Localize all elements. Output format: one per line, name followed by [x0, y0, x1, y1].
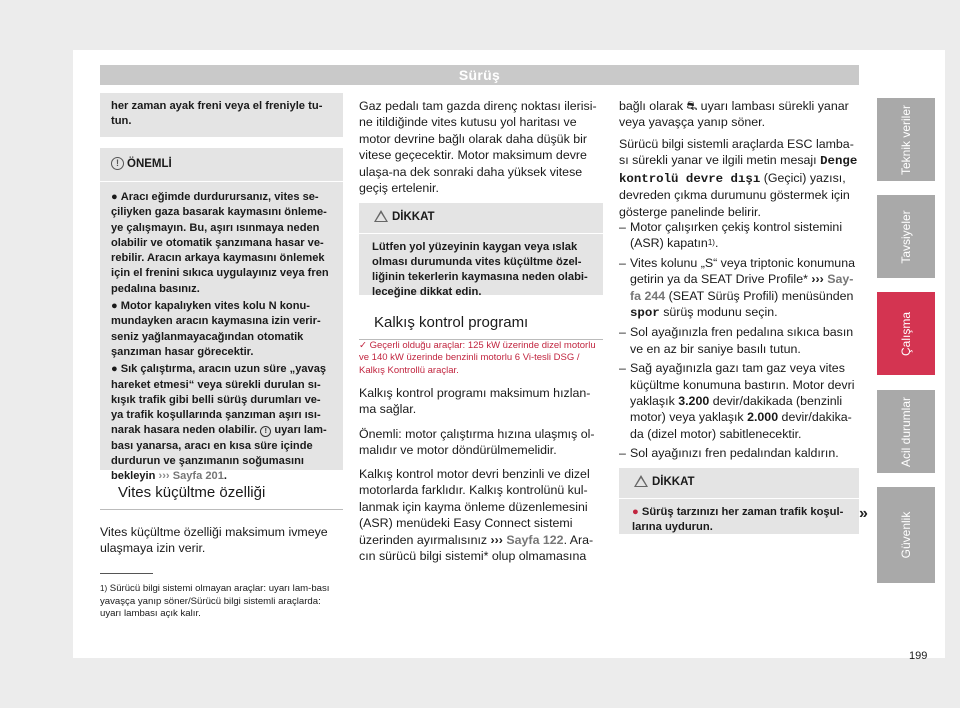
notice-bullet-text: Aracı eğimde durdurursanız, vites se-çiliyken gaza basarak kaymasını önleme-ye çalışmayın. Bu, aşırı ısınmaya neden olabilir ve otomatik şanzımana hasar ve-rebilir. Aracın arkaya kaymasını önlemek için el frenini sıkıca uygulayınız veya fren pedalına basınız. [111, 191, 329, 295]
availability-text: Geçerli olduğu araçlar: 125 kW üzerinde dizel motorlu ve 140 kW üzerinde benzinli motorlu 6 Vi-tesli DSG / Kalkış Kontrollü araçlar. [359, 340, 596, 376]
tab-operation[interactable] [877, 292, 935, 375]
notice-title [111, 158, 332, 170]
warning-box [619, 468, 859, 534]
header-title: Sürüş [458, 67, 501, 83]
footnote-mark: 1) [100, 584, 108, 593]
paragraph [359, 466, 603, 564]
warning-title-text: DİKKAT [392, 211, 435, 223]
section-downshift [100, 484, 343, 557]
bullet-icon: ● [111, 191, 118, 203]
tab-emergencies[interactable] [877, 390, 935, 473]
warning-text [632, 505, 846, 535]
tab-label: Teknik veriler [899, 104, 913, 175]
list-item-text: devir/dakika-da (dizel motor) sabitlenecektir. [630, 410, 852, 441]
availability-note [359, 340, 603, 377]
warning-divider [359, 233, 603, 234]
list-item [619, 255, 859, 322]
section-title: Kalkış kontrol programı [359, 314, 603, 340]
page-link-arrow[interactable]: ››› [158, 470, 170, 483]
warning-box [359, 203, 603, 298]
footnote-mark: 1) [707, 238, 715, 248]
page-link-arrow[interactable]: ››› [811, 272, 824, 287]
page-link-arrow[interactable]: ››› [490, 532, 503, 547]
footnote-divider [100, 573, 153, 574]
notice-bullet-text: Sık çalıştırma, aracın uzun süre „yavaş hareket etmesi“ veya sürekli durulan sı-kışık trafik gibi belli sürüş durumları ve-ya trafik koşullarında şanzıman aşırı ısı-narak hasara neden olabilir. [111, 363, 327, 437]
tab-label: Acil durumlar [899, 396, 913, 467]
page-header [100, 65, 859, 85]
notice-bullet [111, 190, 332, 297]
warning-title-text: DİKKAT [652, 476, 695, 488]
bullet-icon: ● [632, 506, 639, 518]
page-link[interactable]: Say-fa 244 [630, 272, 854, 303]
display-message: Denge kontrolü devre dışı [619, 154, 858, 186]
notice-bullet-text: uyarı lam-bası yanarsa, aracı en kısa süre içinde durdurun ve şanzımanın soğumasını bekleyin [111, 424, 327, 483]
warning-title [372, 211, 590, 223]
notice-divider [100, 181, 343, 182]
paragraph-text: Kalkış kontrol motor devri benzinli ve dizel motorlarda farklıdır. Kalkış kontrolünü kul-lanmak için kayma önleme düzenlemesini (ASR) menüdeki Easy Connect sistemi üzerinden ayırmalısınız [359, 467, 590, 547]
footnote [100, 583, 343, 621]
paragraph-text: uyarı lambası sürekli yanar veya yavaşça yanıp söner. [619, 99, 849, 130]
paragraph: Önemli: motor çalıştırma hızına ulaşmış ol-malıdır ve motor döndürülmemelidir. [359, 427, 595, 458]
step-list [619, 219, 859, 462]
tab-label: Çalışma [899, 311, 913, 356]
warning-lamp-icon: ! [260, 426, 271, 437]
paragraph: Kalkış kontrol programı maksimum hızlan-ma sağlar. [359, 386, 591, 417]
list-item-text: Vites kolunu „S“ veya triptonic konumuna getirin ya da SEAT Drive Profile* [630, 255, 855, 287]
bullet-icon: ● [111, 300, 118, 313]
bullet-icon: ● [111, 363, 118, 376]
paragraph: Gaz pedalı tam gazda direnç noktası ilerisi-ne itildiğinde vites kutusu yol haritası ve motor devrine bağlı olarak daha düşük bir vitese geçecektir. Motor maksimum devre ulaşa-na dek sonraki daha yüksek vitese geçiş ertelenir. [359, 99, 597, 196]
notice-title-text: ÖNEMLİ [127, 158, 172, 170]
list-item: – Sol ayağınızla fren pedalına sıkıca basın ve en az bir saniye basılı tutun. [619, 324, 859, 357]
list-item [619, 360, 859, 442]
traction-lamp-icon: ⛐ [686, 99, 698, 113]
section-text: Vites küçültme özelliği maksimum ivmeye ulaşmaya izin verir. [100, 525, 328, 556]
list-item-text: devir/dakikada (benzinli motor) veya yaklaşık [630, 394, 843, 425]
info-icon: ! [111, 157, 124, 170]
rpm-value: 3.200 [678, 394, 710, 409]
paragraph [619, 136, 859, 220]
footnote-text: Sürücü bilgi sistemi olmayan araçlar: uyarı lam-bası yavaşça yanıp söner/Sürücü bilgi sistemli araçlarda: uyarı lambası açık kalır. [100, 583, 330, 619]
warning-text: Lütfen yol yüzeyinin kaygan veya ıslak olması durumunda vites küçültme özel-liğinin tekerlerin kaymasına neden olabi-leceğine dikkat edin. [372, 241, 588, 298]
section-launch-control [359, 314, 603, 340]
section-title: Vites küçültme özelliği [100, 484, 343, 510]
paragraph-text: . Ara-cın sürücü bilgi sistemi* olup olmamasına [359, 532, 594, 564]
warning-triangle-icon [374, 210, 388, 222]
continue-icon: » [859, 505, 868, 522]
top-info-box: her zaman ayak freni veya el freniyle tu-tun. [100, 93, 343, 137]
warning-divider [619, 498, 859, 499]
notice-box [100, 148, 343, 483]
list-item-text: Sağ ayağınızla gazı tam gaz veya vites küçültme konumuna bastırın. Motor devri yaklaşık [630, 361, 855, 409]
list-item-text: . [714, 236, 719, 251]
list-item-text: (SEAT Sürüş Profili) menüsünden [668, 288, 854, 303]
warning-text-body: Sürüş tarzınızı her zaman trafik koşul-larına uydurun. [632, 506, 844, 533]
rpm-value: 2.000 [747, 410, 779, 425]
paragraph-text: Sürücü bilgi sistemli araçlarda ESC lamba-sı sürekli yanar ve ilgili metin mesajı [619, 137, 854, 168]
page-number: 199 [909, 650, 928, 662]
check-icon: ✓ [359, 340, 367, 351]
paragraph-text: (Geçici) yazısı, devreden çıkma durumunu göstermek için gösterge panelinde belirir. [619, 170, 850, 219]
notice-bullet [111, 299, 332, 360]
list-item: – Sol ayağınızı fren pedalından kaldırın. [619, 445, 859, 461]
tab-label: Tavsiyeler [899, 209, 913, 264]
tab-technical-data[interactable] [877, 98, 935, 181]
warning-triangle-icon [634, 475, 648, 487]
page-link[interactable]: Sayfa 122 [506, 532, 564, 547]
tab-safety[interactable] [877, 487, 935, 583]
paragraph [619, 98, 859, 131]
warning-title [632, 476, 846, 488]
list-item [619, 219, 859, 252]
tab-recommendations[interactable] [877, 195, 935, 278]
notice-bullet: ● Sık çalıştırma, aracın uzun süre „yavaş hareket etmesi“ veya sürekli durulan sı-kışık trafik gibi belli sürüş durumları ve-ya trafik koşullarında şanzıman aşırı ısı-narak hasara neden olabilir. ! uyarı lam-bası yanarsa, aracı en kısa süre içinde durdurun ve şanzımanın soğumasını bekleyin ››› Sayfa 201. [111, 363, 327, 483]
notice-bullet-text: Motor kapalıyken vites kolu N konu-mundayken aracın kaymasına izin verir-seniz yağlanmayacağından otomatik şanzıman hasar görecektir. [111, 300, 321, 358]
paragraph-text: bağlı olarak [619, 99, 684, 113]
mode-name: spor [630, 306, 660, 321]
page-link[interactable]: Sayfa 201 [172, 470, 224, 483]
list-item-text: sürüş modunu seçin. [663, 305, 778, 320]
tab-label: Güvenlik [899, 511, 913, 559]
list-item-text: Motor çalışırken çekiş kontrol sistemini (ASR) kapatın [630, 220, 843, 251]
